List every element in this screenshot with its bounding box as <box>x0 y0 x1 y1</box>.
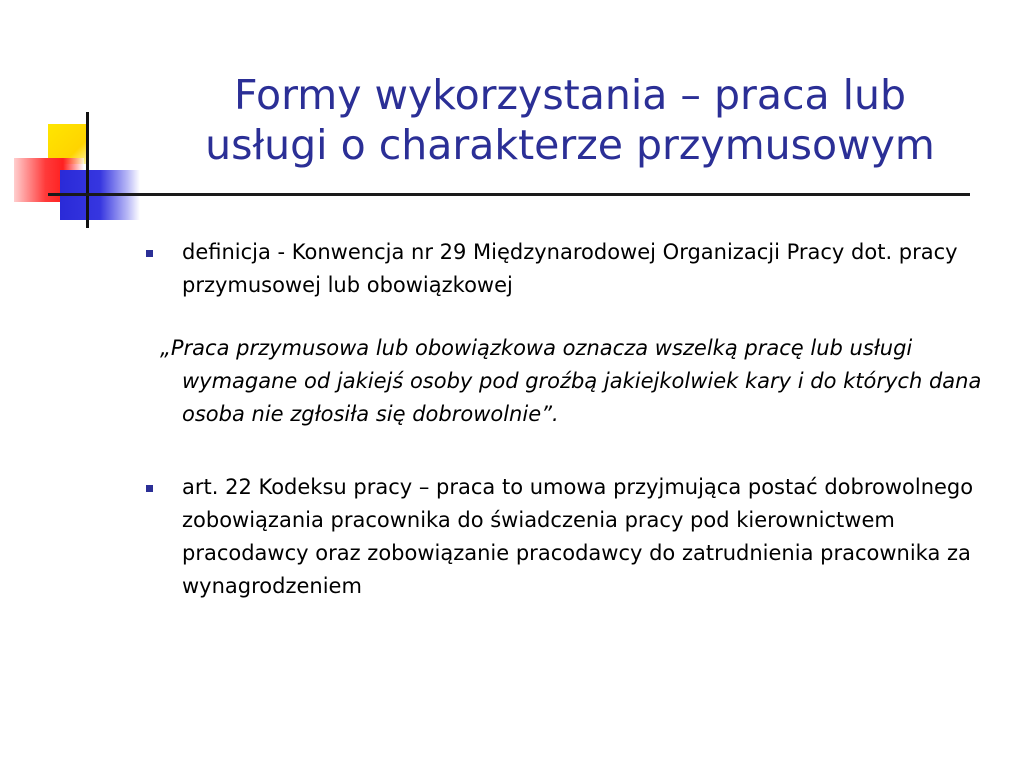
logo-vertical-line <box>86 112 89 228</box>
decorative-logo-icon <box>0 100 150 230</box>
slide-title <box>150 70 990 170</box>
quote-definition: „Praca przymusowa lub obowiązkowa oznacza wszelką pracę lub usługi wymagane od jakiejś osoby pod groźbą jakiejkolwiek kary i do których dana osoba nie zgłosiła się dobrowolnie”. <box>160 336 982 426</box>
bullet-text-article-22: art. 22 Kodeksu pracy – praca to umowa przyjmująca postać dobrowolnego zobowiązania pracownika do świadczenia pracy pod kierownictwem pracodawcy oraz zobowiązanie pracodawcy do zatrudnienia pracownika za wynagrodzeniem <box>182 475 974 598</box>
bullet-item-article-22 <box>140 471 1000 603</box>
bullet-text-definition: definicja - Konwencja nr 29 Międzynarodowej Organizacji Pracy dot. pracy przymusowej lub obowiązkowej <box>182 240 958 297</box>
slide-title-line-2: usługi o charakterze przymusowym <box>205 121 935 169</box>
square-bullet-icon <box>146 250 153 257</box>
slide-content <box>140 236 1000 633</box>
bullet-item-definition <box>140 236 1000 302</box>
title-divider <box>48 193 970 196</box>
slide-title-line-1: Formy wykorzystania – praca lub <box>233 71 907 119</box>
square-bullet-icon <box>146 485 153 492</box>
